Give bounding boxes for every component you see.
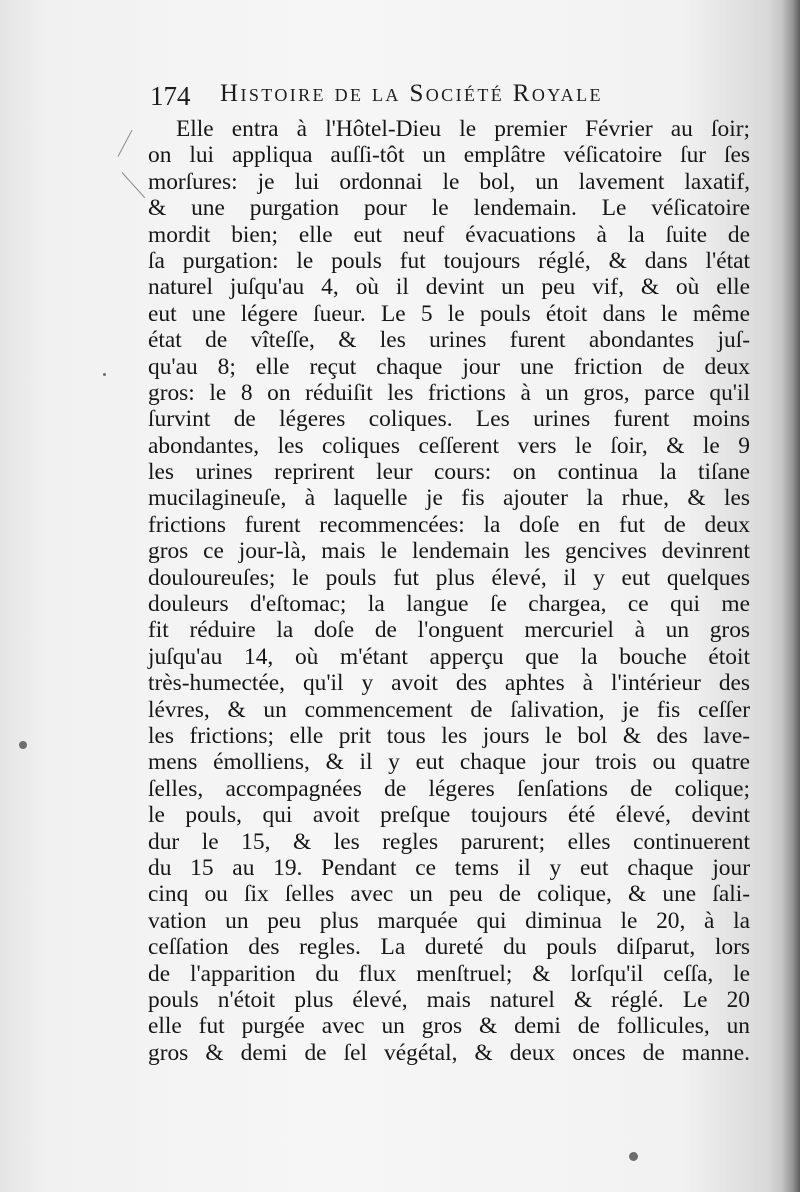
text-line: mens émolliens, & il y eut chaque jour trois ou quatre [148,749,750,776]
text-line: le pouls, qui avoit preſque toujours été élevé, devint [148,802,750,829]
page-edge-shadow [782,0,800,1192]
text-line: ſa purgation: le pouls fut toujours réglé, & dans l'état [148,247,750,274]
scan-speck [19,741,27,749]
text-line: de l'apparition du flux menſtruel; & lorſqu'il ceſſa, le [148,960,750,987]
text-line: dur le 15, & les regles parurent; elles continuerent [148,828,750,855]
text-line: abondantes, les coliques ceſſerent vers le ſoir, & le 9 [148,432,750,459]
scan-stroke [118,130,133,157]
text-line: douleurs d'eſtomac; la langue ſe chargea, ce qui me [148,591,750,618]
text-line: on lui appliqua auſſi-tôt un emplâtre véſicatoire ſur ſes [148,142,750,169]
running-title: Histoire de la Société Royale [220,80,603,107]
text-line: eut une légere ſueur. Le 5 le pouls étoit dans le même [148,300,750,327]
text-line: qu'au 8; elle reçut chaque jour une friction de deux [148,353,750,380]
text-line: ſurvint de légeres coliques. Les urines furent moins [148,406,750,433]
text-line: mordit bien; elle eut neuf évacuations à la ſuite de [148,221,750,248]
text-line: pouls n'étoit plus élevé, mais naturel & réglé. Le 20 [148,986,750,1013]
body-text [148,116,750,1066]
text-line: très-humectée, qu'il y avoit des aphtes à l'intérieur des [148,670,750,697]
text-line: état de vîteſſe, & les urines furent abondantes juſ- [148,327,750,354]
scan-speck [103,373,106,376]
text-line: gros: le 8 on réduiſit les frictions à un gros, parce qu'il [148,379,750,406]
text-line: douloureuſes; le pouls fut plus élevé, il y eut quelques [148,564,750,591]
text-line: frictions furent recommencées: la doſe en fut de deux [148,511,750,538]
text-line: ſelles, accompagnées de légeres ſenſations de colique; [148,775,750,802]
text-line: morſures: je lui ordonnai le bol, un lavement laxatif, [148,168,750,195]
page-header [150,78,710,112]
text-line: du 15 au 19. Pendant ce tems il y eut chaque jour [148,854,750,881]
text-line: mucilagineuſe, à laquelle je fis ajouter la rhue, & les [148,485,750,512]
text-line: lévres, & un commencement de ſalivation, je fis ceſſer [148,696,750,723]
text-line: fit réduire la doſe de l'onguent mercuriel à un gros [148,617,750,644]
text-line: & une purgation pour le lendemain. Le véſicatoire [148,195,750,222]
text-line: ceſſation des regles. La dureté du pouls diſparut, lors [148,934,750,961]
text-line: naturel juſqu'au 4, où il devint un peu vif, & où elle [148,274,750,301]
text-line: gros & demi de ſel végétal, & deux onces de manne. [148,1039,750,1066]
scan-speck [629,1152,638,1161]
text-line: les frictions; elle prit tous les jours le bol & des lave- [148,722,750,749]
scan-stroke [122,172,145,198]
text-line: juſqu'au 14, où m'étant apperçu que la bouche étoit [148,643,750,670]
page-number: 174 [150,81,191,111]
text-line: elle fut purgée avec un gros & demi de follicules, un [148,1013,750,1040]
text-line: vation un peu plus marquée qui diminua le 20, à la [148,907,750,934]
text-line: les urines reprirent leur cours: on continua la tiſane [148,459,750,486]
text-line: Elle entra à l'Hôtel-Dieu le premier Février au ſoir; [176,116,750,142]
text-line: cinq ou ſix ſelles avec un peu de colique, & une ſali- [148,881,750,908]
text-line: gros ce jour-là, mais le lendemain les gencives devinrent [148,538,750,565]
